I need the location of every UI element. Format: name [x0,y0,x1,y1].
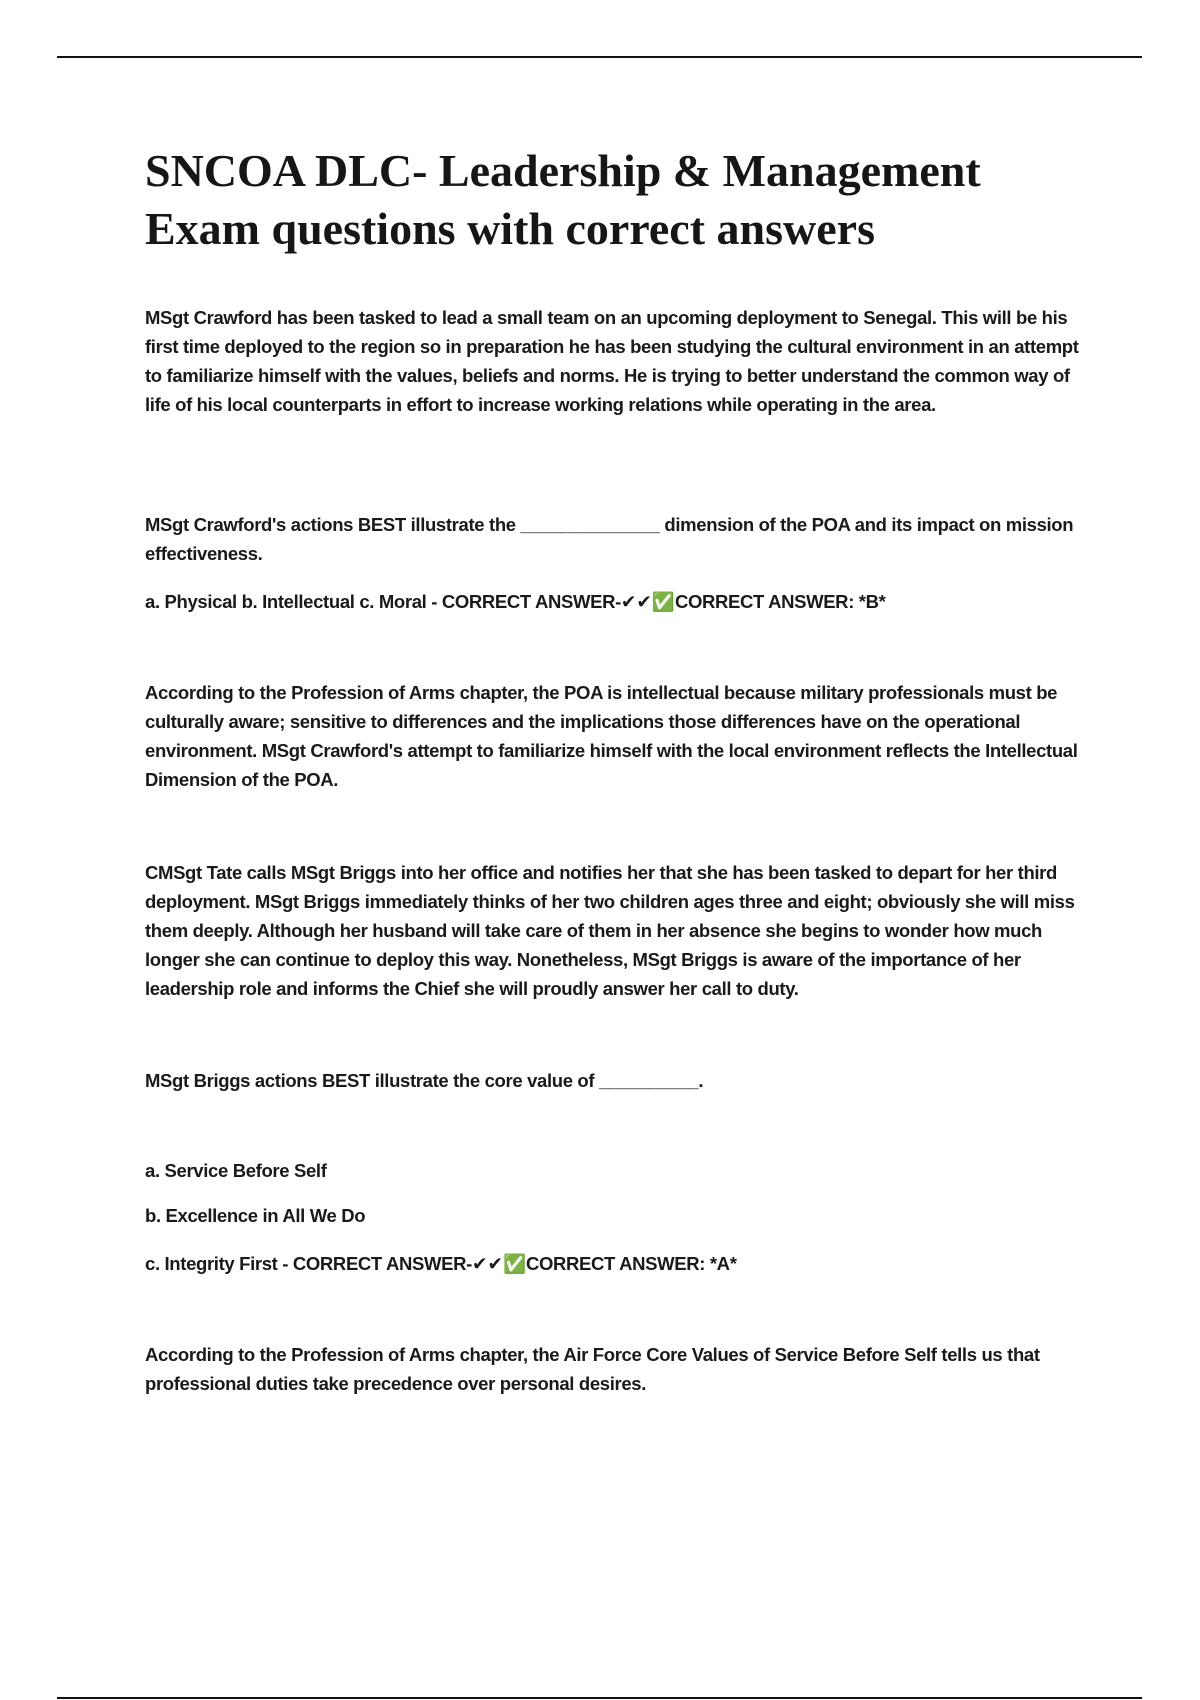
options-1-text: a. Physical b. Intellectual c. Moral - CORRECT ANSWER- [145,591,621,612]
answer-option-2-c [145,1249,1095,1279]
explanation-2: According to the Profession of Arms chapter, the Air Force Core Values of Service Before Self tells us that professional duties take precedence over personal desires. [145,1344,1040,1394]
option-2-c-text: c. Integrity First - CORRECT ANSWER- [145,1253,472,1274]
scenario-2: CMSgt Tate calls MSgt Briggs into her office and notifies her that she has been tasked to depart for her third deployment. MSgt Briggs immediately thinks of her two children ages three and eight; obviously she will miss them deeply. Although her husband will take care of them in her absence she begins to wonder how much longer she can continue to deploy this way. Nonetheless, MSgt Briggs is aware of the importance of her leadership role and informs the Chief she will proudly answer her call to duty. [145,862,1075,999]
check-marks-icon: ✔✔✅ [620,592,675,613]
answer-options-1 [145,587,1095,617]
option-2-b: b. Excellence in All We Do [145,1205,366,1226]
top-rule [57,56,1142,58]
correct-answer-2: CORRECT ANSWER: *A* [525,1253,737,1274]
page-title [145,142,1105,258]
question-2: MSgt Briggs actions BEST illustrate the core value of __________. [145,1070,704,1091]
bottom-rule [57,1697,1142,1699]
check-marks-icon: ✔✔✅ [471,1254,526,1275]
explanation-1: According to the Profession of Arms chapter, the POA is intellectual because military professionals must be culturally aware; sensitive to differences and the implications those differences have on the operational environment. MSgt Crawford's attempt to familiarize himself with the local environment reflects the Intellectual Dimension of the POA. [145,682,1078,790]
option-2-a: a. Service Before Self [145,1160,327,1181]
question-1: MSgt Crawford's actions BEST illustrate the ______________ dimension of the POA and its impact on mission effectiveness. [145,514,1074,564]
scenario-1: MSgt Crawford has been tasked to lead a small team on an upcoming deployment to Senegal. This will be his first time deployed to the region so in preparation he has been studying the cultural environment in an attempt to familiarize himself with the values, beliefs and norms. He is trying to better understand the common way of life of his local counterparts in effort to increase working relations while operating in the area. [145,307,1079,415]
title-line-2: Exam questions with correct answers [145,203,875,254]
title-line-1: SNCOA DLC- Leadership & Management [145,145,981,196]
correct-answer-1: CORRECT ANSWER: *B* [674,591,886,612]
